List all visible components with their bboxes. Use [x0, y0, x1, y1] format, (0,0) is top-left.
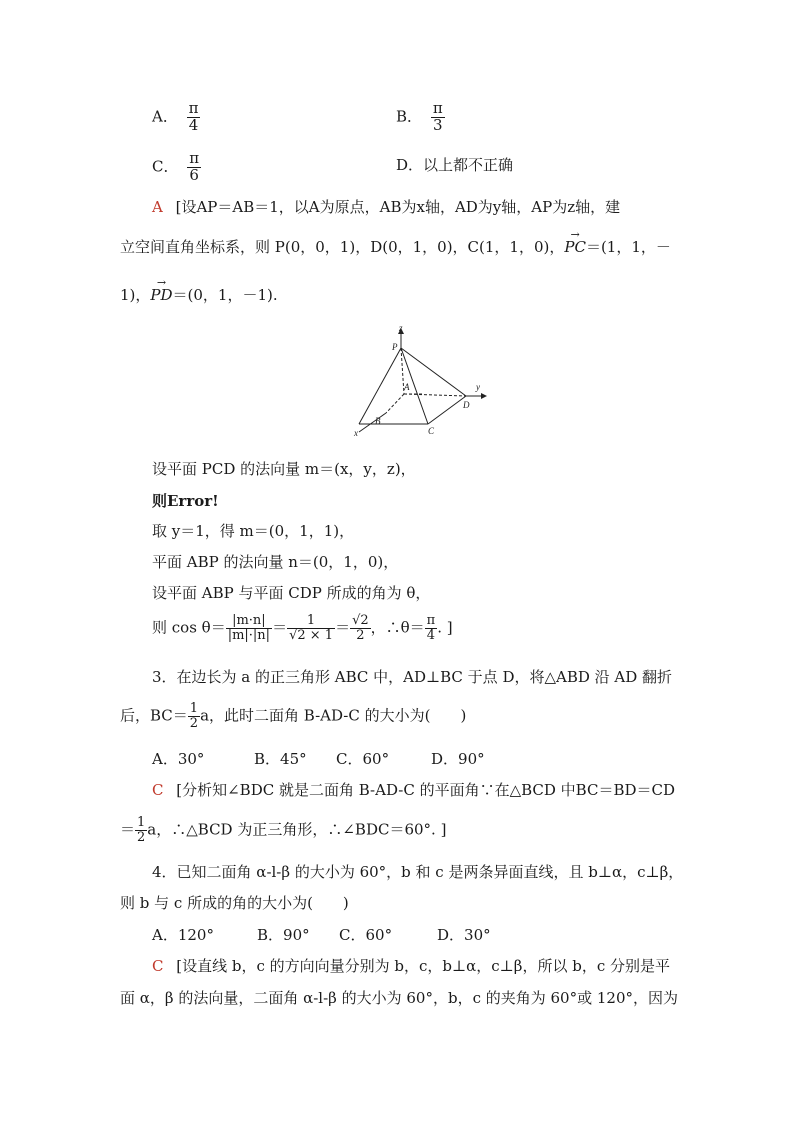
question4-line1: 4．已知二面角 α-l-β 的大小为 60°，b 和 c 是两条异面直线，且 b⊥α，c⊥β，: [152, 863, 684, 881]
edge-pb: [359, 348, 401, 424]
fraction-mn: $\frac{|m\cdot n|}{|m|\cdot|n|}$: [227, 613, 271, 643]
option-b: B． $\frac{\pi}{3}$: [396, 99, 443, 134]
option-a-fraction: $\frac{\pi}{4}$: [188, 99, 199, 134]
solution2-line1: A [设AP＝AB＝1，以A为原点，AB为x轴，AD为y轴，AP为z轴，建: [152, 198, 621, 216]
fraction-sqrt2: $\frac{√2}{2}$: [352, 613, 369, 643]
label-x: x: [354, 428, 358, 438]
solution4-line2: 面 α，β 的法向量，二面角 α-l-β 的大小为 60°，b，c 的夹角为 60°或 120°，因为: [120, 989, 678, 1007]
answer-letter: A: [152, 198, 163, 216]
step-normal-abp: 平面 ABP 的法向量 n＝(0，1，0)，: [152, 553, 399, 571]
step-angle: 设平面 ABP 与平面 CDP 所成的角为 θ，: [152, 584, 431, 602]
fraction-one: $\frac{1}{√2 \times 1}$: [289, 613, 334, 643]
edge-ad: [404, 394, 466, 396]
vector-pc: → PC: [564, 240, 586, 255]
label-c: C: [428, 426, 435, 436]
question4-option-b: B．90°: [257, 926, 310, 944]
solution3-line2: ＝ $\frac{1}{2}$ a，∴△BCD 为正三角形，∴∠BDC＝60°. ]: [120, 815, 447, 845]
edge-ab: [386, 394, 404, 413]
fraction-half: $\frac{1}{2}$: [189, 701, 199, 731]
vector-pd: → PD: [150, 288, 172, 303]
solution3-line1: C [分析知∠BDC 就是二面角 B-AD-C 的平面角∵在△BCD 中BC＝BD＝CD: [152, 781, 676, 799]
question3-line1: 3．在边长为 a 的正三角形 ABC 中，AD⊥BC 于点 D，将△ABD 沿 AD 翻折: [152, 668, 673, 686]
solution2-line2: 立空间直角坐标系，则 P(0，0，1)，D(0，1，0)，C(1，1，0)，→ PC＝(1，1，－: [120, 240, 671, 255]
label-b: B: [375, 416, 381, 426]
label-a: A: [404, 382, 410, 392]
question4-line2: 则 b 与 c 所成的角的大小为( ): [120, 894, 349, 912]
question3-option-a: A．30°: [152, 750, 205, 768]
fraction-pi4: $\frac{\pi}{4}$: [426, 613, 436, 643]
y-arrow-icon: [481, 393, 487, 399]
question3-option-c: C．60°: [336, 750, 390, 768]
answer-letter: C: [152, 781, 164, 799]
option-a: A． $\frac{\pi}{4}$: [152, 99, 199, 134]
question4-option-c: C．60°: [339, 926, 393, 944]
solution4-line1: C [设直线 b，c 的方向向量分别为 b，c，b⊥α，c⊥β，所以 b，c 分别是平: [152, 957, 670, 975]
label-z: z: [399, 326, 403, 333]
edge-cd: [428, 396, 466, 424]
step-take-y: 取 y＝1，得 m＝(0，1，1)，: [152, 522, 355, 540]
question4-option-d: D．30°: [437, 926, 491, 944]
pyramid-figure: [348, 326, 490, 440]
option-c-fraction: $\frac{\pi}{6}$: [189, 149, 200, 184]
question3-option-d: D．90°: [431, 750, 485, 768]
question3-option-b: B．45°: [254, 750, 307, 768]
label-d: D: [463, 400, 470, 410]
edge-pd: [401, 348, 466, 396]
step-cos: 则 cos θ＝ $\frac{|m\cdot n|}{|m|\cdot|n|}$ ＝ $\frac{1}{√2 \times 1}$ ＝ $\frac{√2}{2}$ ，∴θ＝ $\frac{\pi}{4}$ . ]: [152, 613, 453, 643]
option-b-fraction: $\frac{\pi}{3}$: [432, 99, 443, 134]
step-normal-pcd: 设平面 PCD 的法向量 m＝(x，y，z)，: [152, 460, 416, 478]
label-y: y: [476, 382, 480, 392]
option-d: D．以上都不正确: [396, 156, 514, 174]
solution2-line3: 1)，→ PD＝(0，1，－1).: [120, 288, 278, 303]
option-c: C． $\frac{\pi}{6}$: [152, 149, 200, 184]
fraction-half: $\frac{1}{2}$: [137, 815, 146, 845]
step-error: 则Error!: [152, 492, 219, 510]
question3-line2: 后，BC＝ $\frac{1}{2}$ a，此时二面角 B-AD-C 的大小为( ): [120, 701, 467, 731]
answer-letter: C: [152, 957, 164, 975]
question4-option-a: A．120°: [152, 926, 214, 944]
label-p: P: [392, 342, 398, 352]
